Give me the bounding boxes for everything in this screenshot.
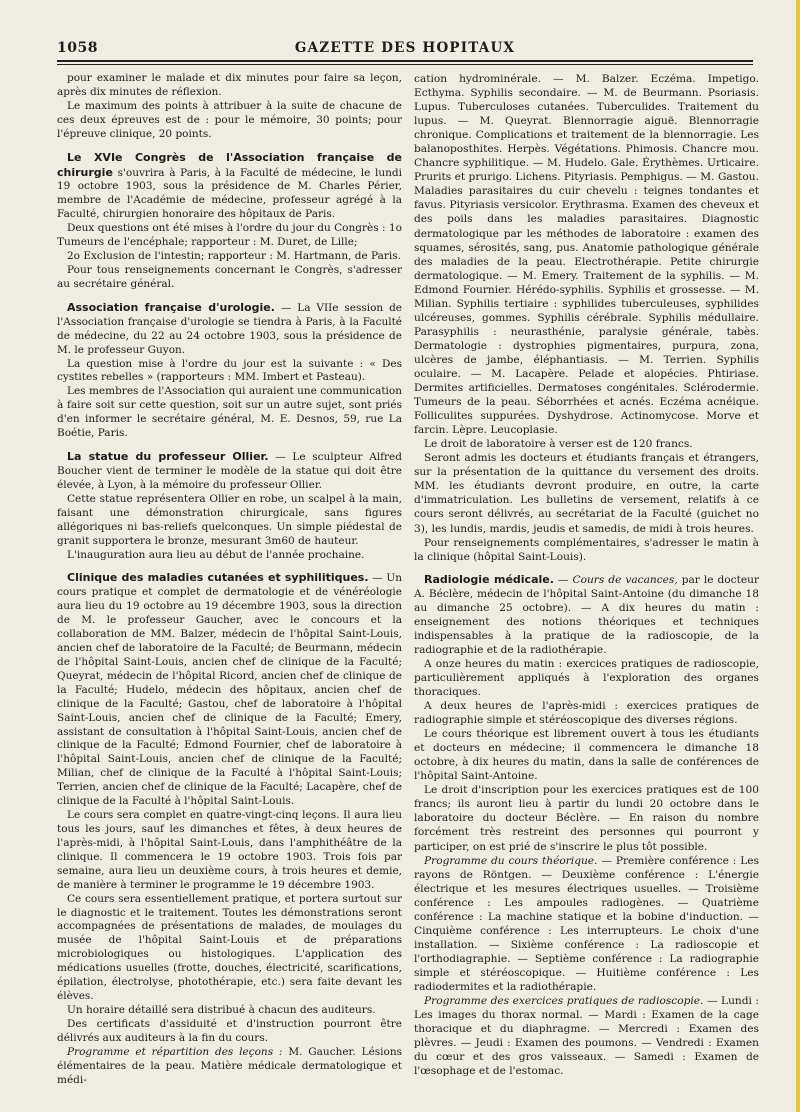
paragraph-text: Le droit d'inscription pour les exercices pratiques est de 100 francs; ils auront lieu à partir du lundi 20 octobre dans le laboratoire du docteur Béclère. — En raison du nombre forcément très restreint des personnes qui pourront y participer, on est prié de s'inscrire le plus tôt possible. — [414, 784, 759, 853]
paragraph — [57, 1046, 402, 1088]
paragraph — [57, 100, 402, 142]
heading-dash: — — [557, 573, 573, 586]
paragraph — [414, 854, 759, 994]
paragraph-text: Un horaire détaillé sera distribué à chacun des auditeurs. — [67, 1004, 376, 1016]
paragraph — [57, 385, 402, 441]
paragraph — [414, 727, 759, 783]
paragraph-text: Pour tous renseignements concernant le Congrès, s'adresser au secrétaire général. — [57, 263, 402, 290]
left-column — [57, 72, 402, 1088]
paragraph-text: 2o Exclusion de l'intestin; rapporteur : M. Hartmann, de Paris. — [67, 250, 401, 263]
paragraph — [57, 264, 402, 292]
news-item-heading: La statue du professeur Ollier. — [67, 450, 269, 464]
journal-title: GAZETTE DES HOPITAUX — [294, 40, 516, 56]
right-column — [414, 72, 759, 1078]
header-rule-thin — [57, 64, 753, 65]
news-item-paragraph — [57, 151, 402, 223]
paragraph — [414, 699, 759, 727]
paragraph-text: Des certificats d'assiduité et d'instruction pourront être délivrés aux auditeurs à la fin du cours. — [57, 1017, 402, 1044]
news-item-paragraph — [57, 450, 402, 493]
paragraph-text: Pour renseignements complémentaires, s'adresser le matin à la clinique (hôpital Saint-Louis). — [414, 536, 759, 563]
paragraph — [57, 1004, 402, 1018]
paragraph-text: La question mise à l'ordre du jour est la suivante : « Des cystites rebelles » (rapporteurs : MM. Imbert et Pasteau). — [57, 357, 402, 384]
course-title: Cours de vacances, — [572, 573, 678, 586]
paragraph-text: s'ouvrira à Paris, à la Faculté de médecine, le lundi 19 octobre 1903, sous la présidence de M. Charles Périer, membre de l'Académie de médecine, professeur agrégé à la Faculté, chirurgien honoraire des hôpitaux de Paris. — [57, 166, 402, 221]
paragraph-text: Deux questions ont été mises à l'ordre du jour du Congrès : 1o Tumeurs de l'encéphale; rapporteur : M. Duret, de Lille; — [57, 222, 402, 249]
program-lead: Programme des exercices pratiques de radioscopie. — [424, 995, 704, 1008]
paragraph-text: A deux heures de l'après-midi : exercices pratiques de radiographie simple et stéréoscopique des diverses régions. — [414, 700, 759, 727]
news-item-paragraph — [57, 301, 402, 358]
program-lead: Programme et répartition des leçons : — [67, 1045, 283, 1058]
paragraph-text: cation hydrominérale. — M. Balzer. Eczéma. Impetigo. Ecthyma. Syphilis secondaire. — M. de Beurmann. Psoriasis. Lupus. Tuberculoses cutanées. Tuberculides. Traitement du lupus. — M. Queyrat. Blennorragie aiguë. Blennorragie chronique. Complications et traitement de la blennorragie. Les balanoposthites. Herpès. Végétations. Phimosis. Chancre mou. Chancre syphilitique. — M. Hudelo. Gale. Érythèmes. Urticaire. Prurits et prurigo. Lichens. Pityriasis. Pemphigus. — M. Gastou. Maladies parasitaires du cuir chevelu : teignes tondantes et favus. Pityriasis versicolor. Erythrasma. Examen des cheveux et des poils dans les maladies parasitaires. Diagnostic dermatologique par les méthodes de laboratoire : examen des squames, sérosités, sang, pus. Anatomie pathologique générale des maladies de la peau. Electrothérapie. Petite chirurgie dermatologique. — M. Emery. Traitement de la syphilis. — M. Edmond Fournier. Hérédo-syphilis. Syphilis et grossesse. — M. Milian. Syphilis tertiaire : syphilides tuberculeuses, syphilides ulcéreuses, gommes. Syphilis cérébrale. Syphilis médullaire. Parasyphilis : neurasthénie, paralysie générale, tabès. Dermatologie : dystrophies pigmentaires, purpura, zona, ulcères de jambe, éléphantiasis. — M. Terrien. Syphilis oculaire. — M. Lacapère. Pelade et alopécies. Phtiriase. Dermites artificielles. Dermatoses congénitales. Sclérodermie. Tumeurs de la peau. Séborrhées et acnés. Eczéma acnéique. Folliculites suppurées. Dyshydrose. Actinomycose. Morve et farcin. Lèpre. Leucoplasie. — [414, 73, 759, 437]
paragraph-text: A onze heures du matin : exercices pratiques de radioscopie, particulièrement appliqués à l'exploration des organes thoraciques. — [414, 657, 759, 699]
news-item-heading: Le XVIe Congrès de l'Association française de chirurgie — [57, 150, 402, 179]
paragraph-text: pour examiner le malade et dix minutes pour faire sa leçon, après dix minutes de réflexion. — [57, 72, 402, 98]
paragraph — [57, 893, 402, 1004]
paragraph-text: — Un cours pratique et complet de dermatologie et de vénéréologie aura lieu du 19 octobre au 19 décembre 1903, sous la direction de M. le professeur Gaucher, avec le concours et la collaboration de MM. Balzer, médecin de l'hôpital Saint-Louis, ancien chef de laboratoire de la Faculté; de Beurmann, médecin de l'hôpital Saint-Louis, ancien chef de clinique de la Faculté; Queyrat, médecin de l'hôpital Ricord, ancien chef de clinique de la Faculté; Hudelo, médecin des hôpitaux, ancien chef de clinique de la Faculté; Gastou, chef de laboratoire à l'hôpital Saint-Louis, ancien chef de clinique de la Faculté; Emery, assistant de consultation à l'hôpital Saint-Louis, ancien chef de clinique de la Faculté; Edmond Fournier, chef de laboratoire à l'hôpital Saint-Louis, ancien chef de clinique de la Faculté; Milian, chef de clinique de la Faculté à l'hôpital Saint-Louis; Terrien, ancien chef de clinique de la Faculté; Lacapère, chef de clinique de la Faculté à l'hôpital Saint-Louis. — [57, 572, 403, 808]
paragraph — [57, 809, 402, 893]
paragraph-text: Le maximum des points à attribuer à la suite de chacune de ces deux épreuves est de : pour le mémoire, 30 points; pour l'épreuve clinique, 20 points. — [57, 99, 402, 140]
paragraph-text: Le cours théorique est librement ouvert à tous les étudiants et docteurs en médecine; il commencera le dimanche 18 octobre, à dix heures du matin, dans la salle de conférences de l'hôpital Saint-Antoine. — [414, 728, 759, 783]
paragraph-text: Cette statue représentera Ollier en robe, un scalpel à la main, faisant une démonstration chirurgicale, sans figures allégoriques ni bas-reliefs quelconques. Un simple piédestal de granit supportera le bronze, mesurant 3m60 de hauteur. — [57, 492, 402, 547]
paragraph — [414, 536, 759, 564]
paragraph — [414, 994, 759, 1078]
news-item-heading: Association française d'urologie. — [67, 300, 275, 314]
paragraph — [57, 358, 402, 386]
news-item-paragraph — [57, 571, 402, 809]
page-number: 1058 — [57, 40, 98, 56]
paragraph — [414, 437, 759, 451]
paragraph — [414, 657, 759, 699]
paragraph-text: Ce cours sera essentiellement pratique, et portera surtout sur le diagnostic et le traitement. Toutes les démonstrations seront accompagnées de présentations de malades, de moulages du musée de l'hôpital Saint-Louis et de préparations microbiologiques ou histologiques. L'application des médications usuelles (frotte, douches, électricité, scarifications, épilation, électrolyse, photothérapie, etc.) sera faite devant les élèves. — [57, 892, 402, 1003]
news-item-heading: Clinique des maladies cutanées et syphilitiques. — [67, 571, 369, 585]
paragraph-text: — Le sculpteur Alfred Boucher vient de terminer le modèle de la statue qui doit être élevée, à Lyon, à la mémoire du professeur Ollier. — [57, 451, 402, 491]
paragraph-text: par le docteur A. Béclère, médecin de l'hôpital Saint-Antoine (du dimanche 18 au dimanche 25 octobre). — A dix heures du matin : enseignement des notions théoriques et techniques indispensables à la pratique de la radioscopie, de la radiographie et de la radiothérapie. — [414, 573, 760, 656]
paragraph-text: M. Gaucher. Lésions élémentaires de la peau. Matière médicale dermatologique et médi- — [57, 1045, 403, 1086]
paragraph-text: — Première conférence : Les rayons de Röntgen. — Deuxième conférence : L'énergie électrique et les mesures électriques usuelles. — Troisième conférence : Les ampoules radiogènes. — Quatrième conférence : La machine statique et la bobine d'induction. — Cinquième conférence : Les interrupteurs. Le choix d'une installation. — Sixième conférence : La radioscopie et l'orthodiagraphie. — Septième conférence : La radiographie simple et stéréoscopique. — Huitième conférence : Les radiodermites et la radiothérapie. — [414, 854, 759, 993]
paragraph — [57, 250, 402, 264]
program-lead: Programme du cours théorique. — [424, 854, 598, 867]
paragraph — [57, 549, 402, 563]
paragraph — [414, 783, 759, 853]
paragraph — [57, 72, 402, 100]
news-item-heading: Radiologie médicale. — [424, 572, 554, 586]
paragraph-text: Seront admis les docteurs et étudiants français et étrangers, sur la présentation de la quittance du versement des droits. MM. les étudiants devront produire, en outre, la carte d'immatriculation. Les bulletins de versement, relatifs à ce cours seront délivrés, au secrétariat de la Faculté (guichet no 3), les lundis, mardis, jeudis et samedis, de midi à trois heures. — [414, 452, 759, 535]
paragraph-text: Le cours sera complet en quatre-vingt-cinq leçons. Il aura lieu tous les jours, sauf les dimanches et fêtes, à deux heures de l'après-midi, à l'hôpital Saint-Louis, dans l'amphithéâtre de la clinique. Il commencera le 19 octobre 1903. Trois fois par semaine, aura lieu un deuxième cours, à trois heures et demie, de manière à terminer le programme le 19 décembre 1903. — [57, 809, 402, 891]
paragraph — [414, 451, 759, 535]
news-item-paragraph — [414, 573, 759, 657]
paragraph-text: — Lundi : Les images du thorax normal. — Mardi : Examen de la cage thoracique et du diaphragme. — Mercredi : Examen des plèvres. — Jeudi : Examen des poumons. — Vendredi : Examen du cœur et des gros vaisseaux. — Samedi : Examen de l'œsophage et de l'estomac. — [414, 995, 760, 1078]
paragraph-text: Le droit de laboratoire à verser est de 120 francs. — [424, 438, 693, 451]
header-rule — [57, 60, 753, 62]
paragraph — [414, 72, 759, 437]
paragraph-text: Les membres de l'Association qui auraient une communication à faire soit sur cette question, soit sur un autre sujet, sont priés d'en informer le secrétaire général, M. E. Desnos, 59, rue La Boétie, Paris. — [57, 385, 402, 440]
paragraph — [57, 222, 402, 250]
page-edge — [796, 0, 800, 1112]
paragraph — [57, 1018, 402, 1046]
paragraph — [57, 493, 402, 549]
paragraph-text: L'inauguration aura lieu au début de l'année prochaine. — [67, 548, 365, 561]
paragraph-text: — La VIIe session de l'Association française d'urologie se tiendra à Paris, à la Faculté de médecine, du 22 au 24 octobre 1903, sous la présidence de M. le professeur Guyon. — [57, 301, 403, 356]
